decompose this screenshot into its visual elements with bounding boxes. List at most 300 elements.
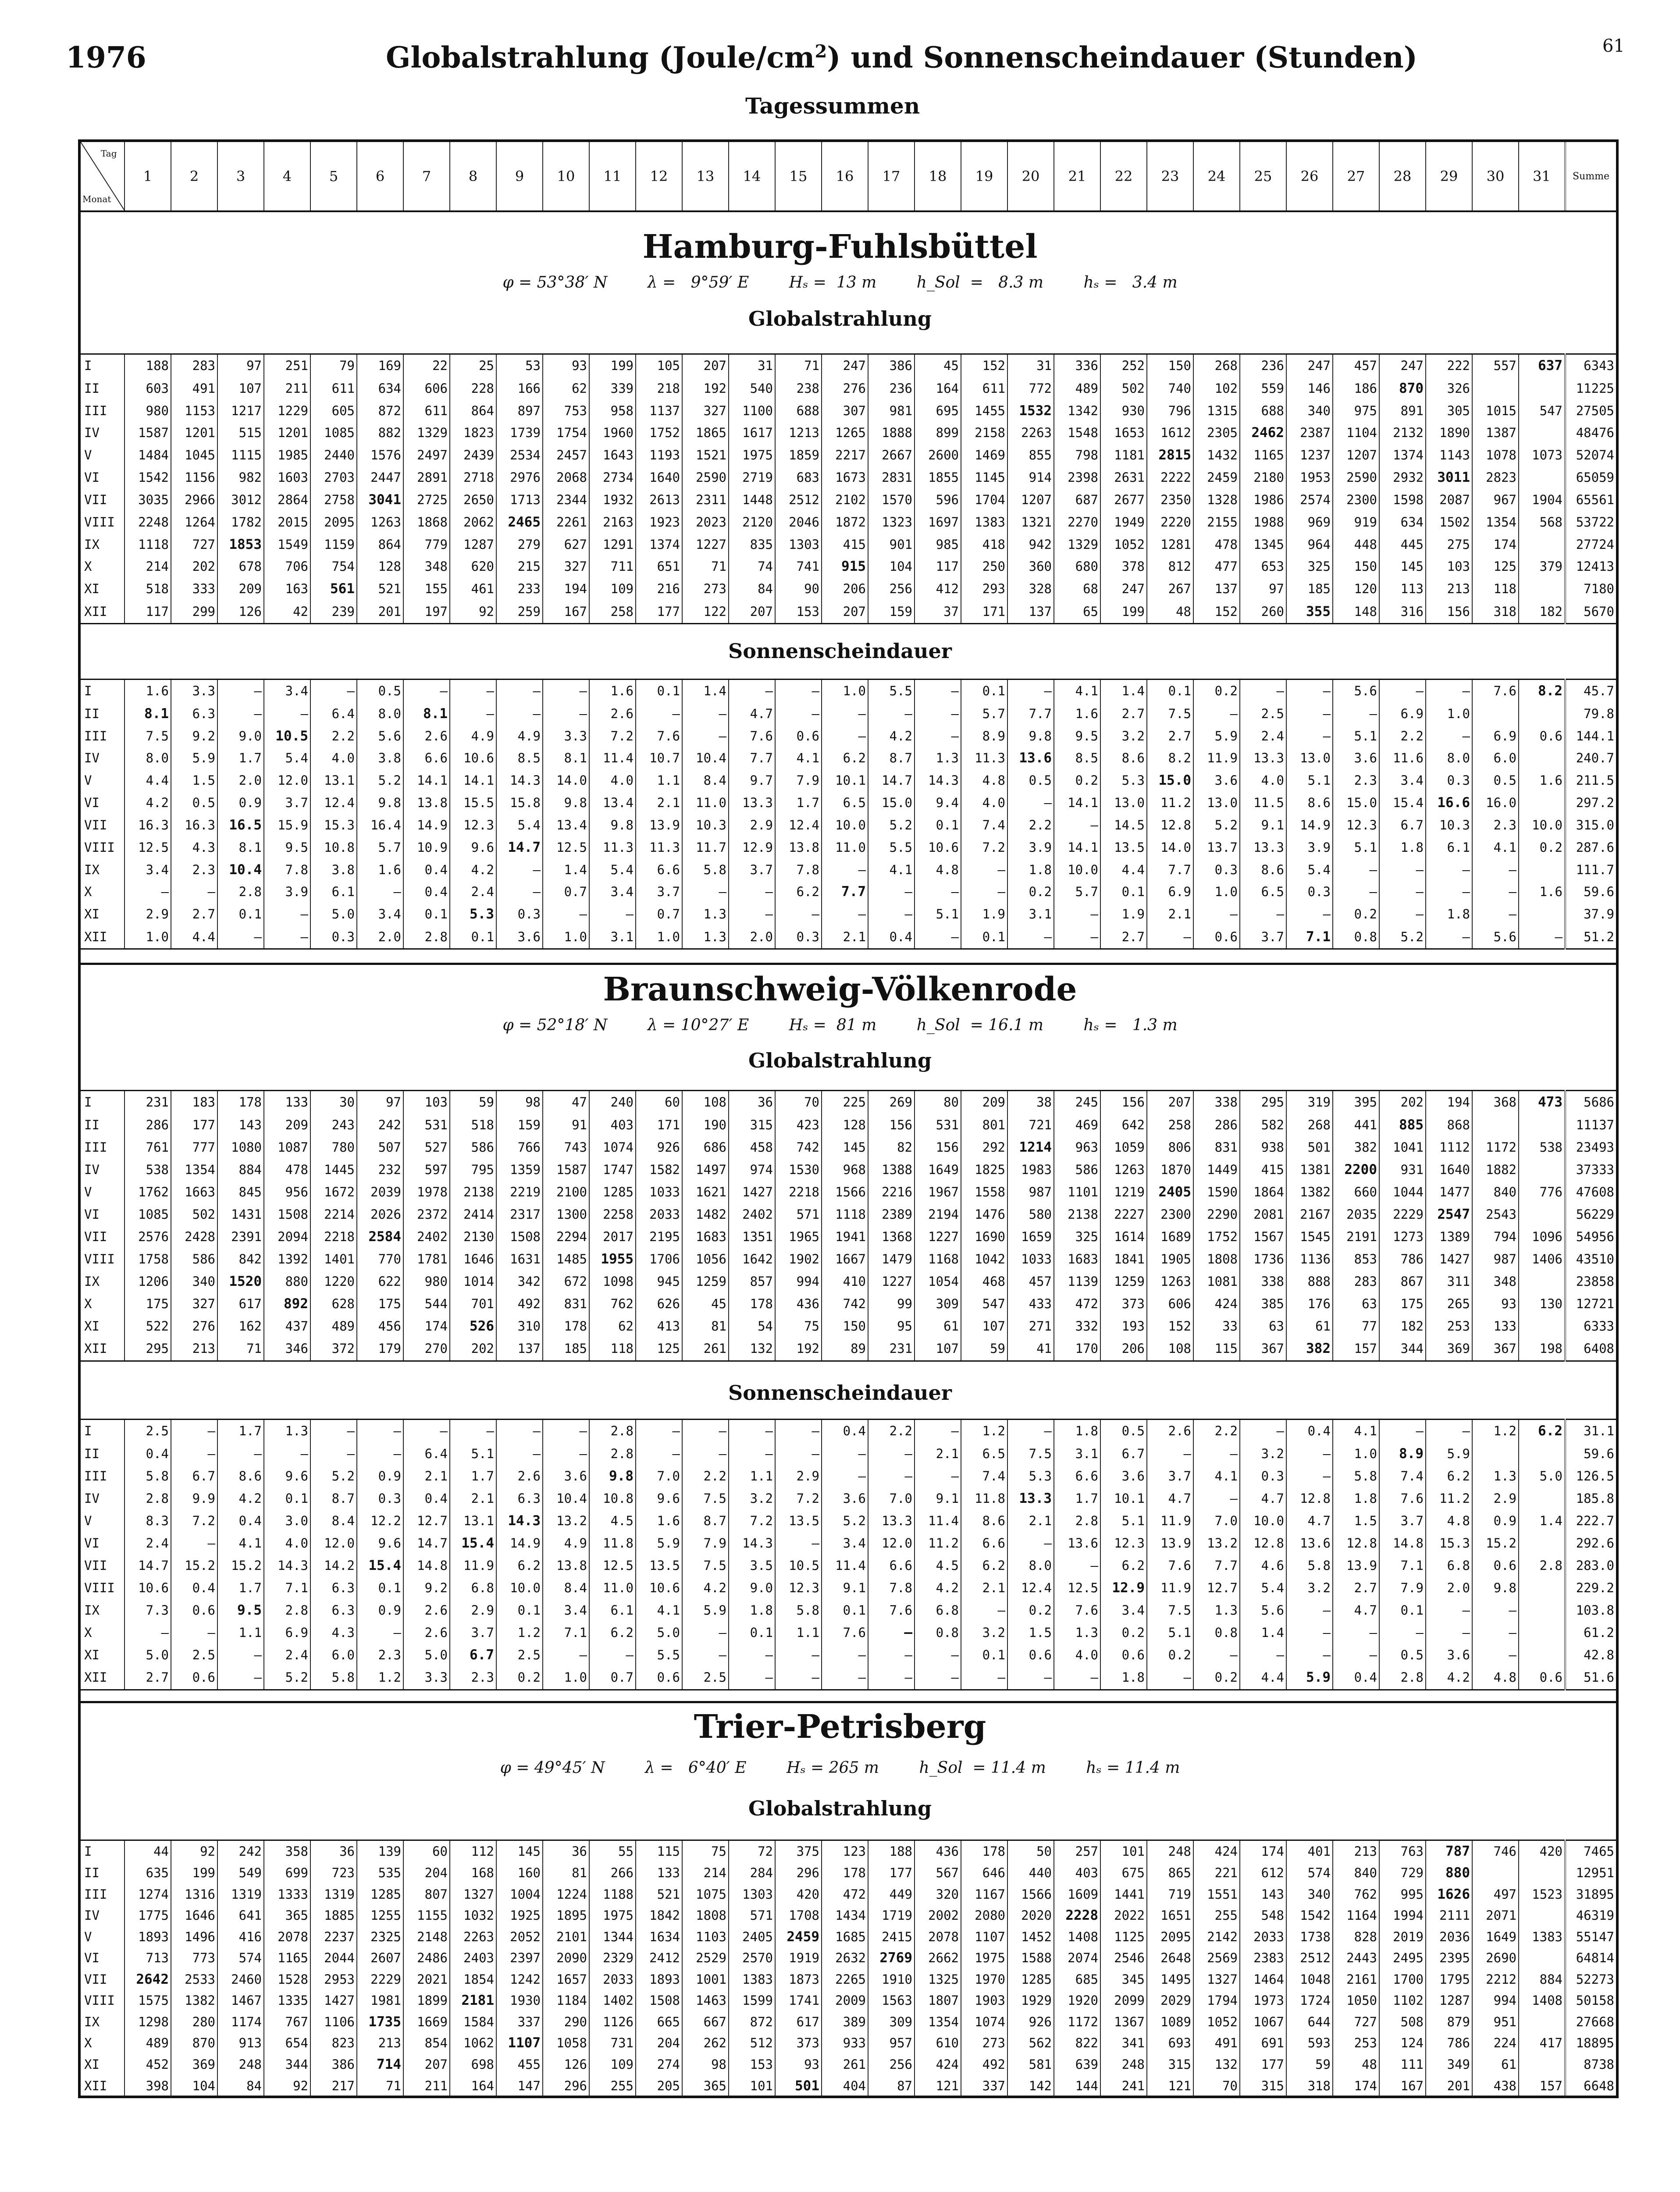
day-value: 68 — [1054, 578, 1100, 600]
station-coords: φ = 52°18′ N λ = 10°27′ E Hₛ = 81 m h_Sol = 16.1 m hₛ = 1.3 m — [502, 1016, 1178, 1034]
day-value: 6.8 — [450, 1577, 496, 1599]
day-value: 1.8 — [1379, 836, 1426, 859]
day-value: 15.2 — [171, 1555, 217, 1577]
day-value: 2.2 — [1379, 725, 1426, 747]
section-label-sun: Sonnenscheindauer — [728, 639, 952, 663]
day-value: 531 — [915, 1114, 961, 1136]
day-value: 1448 — [729, 489, 775, 511]
day-value: 108 — [1147, 1338, 1193, 1361]
day-value: 2062 — [450, 511, 496, 534]
day-value: 2412 — [636, 1947, 682, 1969]
month-label: III — [84, 1468, 107, 1484]
day-value: 1807 — [915, 1990, 961, 2011]
day-value: 1621 — [682, 1181, 729, 1203]
day-value: 1264 — [171, 511, 217, 534]
day-value: 167 — [543, 600, 589, 623]
day-value: 795 — [450, 1159, 496, 1181]
day-value: 65 — [1054, 600, 1100, 623]
day-value: 157 — [1519, 2075, 1565, 2098]
day-value: 2607 — [357, 1947, 403, 1969]
day-value: 2033 — [636, 1203, 682, 1226]
day-value: 13.9 — [1333, 1555, 1379, 1577]
day-value: 13.4 — [543, 814, 589, 836]
day-value: 279 — [496, 534, 543, 556]
day-value: 1327 — [450, 1884, 496, 1905]
day-value: 468 — [961, 1270, 1007, 1293]
day-value: 1165 — [264, 1947, 310, 1969]
day-value: 4.2 — [868, 725, 915, 747]
day-header: 2 — [171, 142, 217, 210]
day-value: 7.5 — [1147, 1599, 1193, 1622]
day-value: 2734 — [589, 466, 636, 489]
day-value: 4.2 — [217, 1487, 264, 1510]
day-value: 11.4 — [822, 1555, 868, 1577]
day-value: 1532 — [1007, 400, 1054, 422]
month-label: XII — [81, 1666, 125, 1690]
day-value: 3.7 — [729, 859, 775, 881]
day-value: 1752 — [636, 422, 682, 444]
day-value: 80 — [915, 1091, 961, 1114]
day-value — [1519, 1114, 1565, 1136]
day-value: 4.9 — [496, 725, 543, 747]
day-header: 6 — [357, 142, 403, 210]
sum-cell: 103.8 — [1565, 1599, 1616, 1622]
day-value: 1965 — [775, 1226, 822, 1248]
day-value: 13.7 — [1193, 836, 1240, 859]
month-label: IX — [84, 537, 100, 552]
day-value: 1052 — [1193, 2011, 1240, 2033]
day-value: 137 — [496, 1338, 543, 1361]
day-value: 1.8 — [729, 1599, 775, 1622]
day-value: 727 — [171, 534, 217, 556]
day-value: 199 — [589, 354, 636, 377]
day-value: 489 — [125, 2032, 171, 2054]
day-value: 70 — [775, 1091, 822, 1114]
day-value: 107 — [915, 1338, 961, 1361]
day-value: – — [868, 903, 915, 925]
day-value: 0.2 — [1100, 1622, 1147, 1644]
day-value: – — [729, 881, 775, 903]
day-value: 3.2 — [961, 1622, 1007, 1644]
day-value: – — [310, 1420, 357, 1443]
day-value: 3.4 — [264, 680, 310, 703]
day-value: 213 — [1426, 578, 1472, 600]
day-value: 7.9 — [682, 1532, 729, 1555]
sum-cell: 6333 — [1565, 1315, 1616, 1338]
day-value: 1452 — [1007, 1926, 1054, 1948]
day-value: 311 — [1426, 1270, 1472, 1293]
day-value: 4.1 — [217, 1532, 264, 1555]
day-value: – — [1147, 1666, 1193, 1690]
day-value: 870 — [171, 2032, 217, 2054]
day-value: 1054 — [915, 1270, 961, 1293]
day-value: 109 — [589, 578, 636, 600]
day-value: 175 — [1379, 1293, 1426, 1315]
day-value: 61 — [1472, 2054, 1519, 2075]
day-value: 478 — [1193, 534, 1240, 556]
day-value: 2891 — [403, 466, 450, 489]
day-value: 1872 — [822, 511, 868, 534]
day-value: – — [496, 881, 543, 903]
month-label: IV — [84, 751, 100, 766]
day-value: 309 — [915, 1293, 961, 1315]
day-value: 4.7 — [1333, 1599, 1379, 1622]
day-value: 8.9 — [1379, 1443, 1426, 1465]
day-value: 2035 — [1333, 1203, 1379, 1226]
day-value: 527 — [403, 1136, 450, 1159]
day-value: 2439 — [450, 444, 496, 466]
day-value: 0.1 — [1147, 680, 1193, 703]
day-value: 283 — [171, 354, 217, 377]
day-value: 14.7 — [496, 836, 543, 859]
day-value: 218 — [636, 377, 682, 400]
day-value: 1387 — [1472, 422, 1519, 444]
day-value — [1519, 1487, 1565, 1510]
day-value: 2300 — [1147, 1203, 1193, 1226]
day-value: 512 — [729, 2032, 775, 2054]
day-value: 403 — [589, 1114, 636, 1136]
day-value: 1973 — [1240, 1990, 1286, 2011]
day-value: 12.2 — [357, 1510, 403, 1532]
sum-cell: 7180 — [1565, 578, 1616, 600]
day-value: 2229 — [357, 1969, 403, 1990]
day-value: 8.7 — [682, 1510, 729, 1532]
day-value: 16.6 — [1426, 792, 1472, 814]
day-value: 2161 — [1333, 1969, 1379, 1990]
day-value: 202 — [171, 555, 217, 578]
day-value: 1.9 — [961, 903, 1007, 925]
day-value: 6.2 — [775, 881, 822, 903]
day-value: 9.6 — [636, 1487, 682, 1510]
day-value: 2.1 — [403, 1465, 450, 1487]
day-value: 3011 — [1426, 466, 1472, 489]
day-value: 1050 — [1333, 1990, 1379, 2011]
day-value: 75 — [775, 1315, 822, 1338]
day-value: 651 — [636, 555, 682, 578]
day-value: 175 — [125, 1293, 171, 1315]
day-value: 891 — [1379, 400, 1426, 422]
day-value: 2512 — [775, 489, 822, 511]
day-value: 497 — [1472, 1884, 1519, 1905]
day-value: 1145 — [961, 466, 1007, 489]
day-value — [1519, 747, 1565, 769]
sum-cell: 43510 — [1565, 1248, 1616, 1270]
day-value: 1667 — [822, 1248, 868, 1270]
day-value: – — [1333, 1644, 1379, 1666]
day-value: 3.3 — [171, 680, 217, 703]
day-value: 8.1 — [217, 836, 264, 859]
sum-cell: 5670 — [1565, 600, 1616, 623]
day-value: 0.3 — [1426, 769, 1472, 792]
day-value: 201 — [357, 600, 403, 623]
day-value: 2662 — [915, 1947, 961, 1969]
day-value: 521 — [636, 1884, 682, 1905]
day-value: 1.1 — [636, 769, 682, 792]
day-value: 884 — [1519, 1969, 1565, 1990]
day-value: 1300 — [543, 1203, 589, 1226]
day-value: 412 — [915, 578, 961, 600]
day-value: 14.0 — [1147, 836, 1193, 859]
day-value: 561 — [310, 578, 357, 600]
month-label: VII — [84, 1558, 107, 1573]
day-value: 518 — [450, 1114, 496, 1136]
day-value: 2022 — [1100, 1905, 1147, 1926]
day-value: 1.6 — [589, 680, 636, 703]
day-value: 198 — [1519, 1338, 1565, 1361]
day-value: 10.3 — [1426, 814, 1472, 836]
day-value: 197 — [403, 600, 450, 623]
section-label-sun: Sonnenscheindauer — [728, 1381, 952, 1405]
day-value: 373 — [775, 2032, 822, 2054]
day-value: 241 — [1100, 2075, 1147, 2098]
day-value: 1985 — [264, 444, 310, 466]
day-value: – — [1426, 881, 1472, 903]
day-value: 15.0 — [868, 792, 915, 814]
day-value: 2447 — [357, 466, 403, 489]
day-value: 415 — [822, 534, 868, 556]
day-value: 2576 — [125, 1226, 171, 1248]
day-value: 1431 — [217, 1203, 264, 1226]
day-value: 1868 — [403, 511, 450, 534]
day-value — [1519, 1644, 1565, 1666]
day-value — [1519, 1315, 1565, 1338]
sum-cell: 12951 — [1565, 1862, 1616, 1884]
day-value: 186 — [1333, 377, 1379, 400]
day-value: 22 — [403, 354, 450, 377]
day-value: 2071 — [1472, 1905, 1519, 1926]
day-value: 472 — [822, 1884, 868, 1905]
day-value: 1482 — [682, 1203, 729, 1226]
day-value: 107 — [961, 1315, 1007, 1338]
day-header: 22 — [1100, 142, 1147, 210]
day-value: 547 — [1519, 400, 1565, 422]
day-value — [1519, 534, 1565, 556]
day-value: 885 — [1379, 1114, 1426, 1136]
day-value: 2305 — [1193, 422, 1240, 444]
day-value: 10.0 — [1519, 814, 1565, 836]
month-label: XII — [81, 600, 125, 623]
day-value: – — [1054, 814, 1100, 836]
day-value: 1758 — [125, 1248, 171, 1270]
day-value: 2402 — [403, 1226, 450, 1248]
day-value: 1329 — [1054, 534, 1100, 556]
day-value: 2317 — [496, 1203, 543, 1226]
day-value: 2.4 — [125, 1532, 171, 1555]
day-value — [1519, 703, 1565, 725]
day-value: – — [729, 1666, 775, 1690]
day-value: – — [496, 680, 543, 703]
day-value: 62 — [543, 377, 589, 400]
day-value: 3.0 — [264, 1510, 310, 1532]
day-value: 1.4 — [682, 680, 729, 703]
day-value: 204 — [403, 1862, 450, 1884]
day-value: 8.1 — [125, 703, 171, 725]
month-label: X — [84, 1296, 92, 1311]
day-value: 417 — [1519, 2032, 1565, 2054]
corner-cell — [81, 142, 125, 210]
day-value: 6.2 — [961, 1555, 1007, 1577]
day-value: 754 — [310, 555, 357, 578]
day-value: 325 — [1054, 1226, 1100, 1248]
day-value: 150 — [1147, 354, 1193, 377]
day-value: 2261 — [543, 511, 589, 534]
day-value: 13.0 — [1100, 792, 1147, 814]
day-value: 1932 — [589, 489, 636, 511]
day-value: 1402 — [589, 1990, 636, 2011]
day-value: 9.6 — [357, 1532, 403, 1555]
day-value: – — [357, 881, 403, 903]
day-value: 1164 — [1333, 1905, 1379, 1926]
day-value: 174 — [1240, 1840, 1286, 1863]
day-value: 9.5 — [264, 836, 310, 859]
day-value: 224 — [1472, 2032, 1519, 2054]
day-value: 247 — [1100, 578, 1147, 600]
day-value: 0.3 — [310, 925, 357, 949]
day-value: 2.1 — [636, 792, 682, 814]
day-value: 1041 — [1379, 1136, 1426, 1159]
day-value: 152 — [1193, 600, 1240, 623]
day-value: – — [125, 1622, 171, 1644]
day-value: 98 — [682, 2054, 729, 2075]
table-row — [81, 1990, 1616, 2011]
day-value: 4.8 — [1472, 1666, 1519, 1690]
day-value: 1285 — [1007, 1969, 1054, 1990]
day-value: 2078 — [915, 1926, 961, 1948]
day-value: 105 — [636, 354, 682, 377]
day-value: 2966 — [171, 489, 217, 511]
table-row — [81, 1293, 1616, 1315]
day-value: 92 — [171, 1840, 217, 1863]
day-value: 2.9 — [775, 1465, 822, 1487]
day-value: 379 — [1519, 555, 1565, 578]
day-value: 7.9 — [1379, 1577, 1426, 1599]
day-value: 103 — [1426, 555, 1472, 578]
sum-cell: 65059 — [1565, 466, 1616, 489]
day-value: 3.3 — [543, 725, 589, 747]
day-value: 14.1 — [403, 769, 450, 792]
day-value: 1704 — [961, 489, 1007, 511]
day-value: 305 — [1426, 400, 1472, 422]
day-value: 518 — [125, 578, 171, 600]
month-label: X — [84, 559, 92, 574]
day-value: 1089 — [1147, 2011, 1193, 2033]
day-value: 1.0 — [822, 680, 868, 703]
day-value: 612 — [1240, 1862, 1286, 1884]
day-value: 255 — [589, 2075, 636, 2098]
day-value: 5.8 — [125, 1465, 171, 1487]
day-value: 10.9 — [403, 836, 450, 859]
day-value: 1530 — [775, 1159, 822, 1181]
day-value: 3.9 — [1286, 836, 1333, 859]
day-value: 12.5 — [589, 1555, 636, 1577]
day-value: 945 — [636, 1270, 682, 1293]
day-value: 11.8 — [589, 1532, 636, 1555]
day-value: 188 — [868, 1840, 915, 1863]
day-value: 11.5 — [1240, 792, 1286, 814]
day-value: 13.0 — [1286, 747, 1333, 769]
day-value: 1213 — [775, 422, 822, 444]
day-value: 5.0 — [403, 1644, 450, 1666]
table-row — [81, 600, 1616, 623]
day-value: 368 — [1472, 1091, 1519, 1114]
day-value: 3.9 — [1007, 836, 1054, 859]
day-value: 4.8 — [1426, 1510, 1472, 1532]
day-value: 2529 — [682, 1947, 729, 1969]
day-header: 28 — [1379, 142, 1426, 210]
day-value: – — [1426, 1599, 1472, 1622]
day-value: 617 — [217, 1293, 264, 1315]
day-value: 0.5 — [1100, 1420, 1147, 1443]
day-value: 93 — [775, 2054, 822, 2075]
day-value: 1949 — [1100, 511, 1147, 534]
day-value: 8.0 — [357, 703, 403, 725]
day-value: 206 — [1100, 1338, 1147, 1361]
day-value: 2.1 — [822, 925, 868, 949]
day-value: 7.6 — [822, 1622, 868, 1644]
month-label: VIII — [84, 1251, 115, 1267]
day-value: 2.4 — [264, 1644, 310, 1666]
day-header: 21 — [1054, 142, 1100, 210]
day-value: 348 — [403, 555, 450, 578]
day-value: 1808 — [682, 1905, 729, 1926]
day-value: 12.9 — [1100, 1577, 1147, 1599]
day-value: 275 — [1426, 534, 1472, 556]
day-value: 926 — [636, 1136, 682, 1159]
day-value: 617 — [775, 2011, 822, 2033]
day-value: – — [1426, 1622, 1472, 1644]
day-value: 1.2 — [496, 1622, 543, 1644]
day-value: 8.3 — [125, 1510, 171, 1532]
day-value: 586 — [1054, 1159, 1100, 1181]
day-value: 1563 — [868, 1990, 915, 2011]
day-value: 1739 — [496, 422, 543, 444]
day-value: 2405 — [1147, 1181, 1193, 1203]
day-value: 1646 — [450, 1248, 496, 1270]
day-value: 1634 — [636, 1926, 682, 1948]
day-value: 1747 — [589, 1159, 636, 1181]
page-title — [386, 40, 1417, 75]
day-value: – — [1054, 925, 1100, 949]
day-value: 582 — [1240, 1114, 1286, 1136]
day-value: 3.7 — [1147, 1465, 1193, 1487]
day-value: 7.4 — [961, 1465, 1007, 1487]
day-value: 7.5 — [1147, 703, 1193, 725]
day-value: 3.1 — [1007, 903, 1054, 925]
day-value: 2.9 — [729, 814, 775, 836]
day-value: 1864 — [1240, 1181, 1286, 1203]
day-value: 14.0 — [543, 769, 589, 792]
day-value: 2220 — [1147, 511, 1193, 534]
day-value: – — [682, 1420, 729, 1443]
day-value: 270 — [403, 1338, 450, 1361]
day-value: 1.2 — [357, 1666, 403, 1690]
sum-header: Summe — [1565, 142, 1616, 210]
day-value: 5.2 — [868, 814, 915, 836]
day-value: 245 — [1054, 1091, 1100, 1114]
day-value: 1227 — [915, 1226, 961, 1248]
day-value: 7.7 — [1193, 1555, 1240, 1577]
day-header: 4 — [264, 142, 310, 210]
day-value: – — [775, 1420, 822, 1443]
day-value: 2372 — [403, 1203, 450, 1226]
day-value: 8.4 — [543, 1577, 589, 1599]
day-value: 646 — [961, 1862, 1007, 1884]
day-value: 2.2 — [868, 1420, 915, 1443]
day-value: 4.0 — [1240, 769, 1286, 792]
day-header: 3 — [217, 142, 264, 210]
day-value: 5.8 — [682, 859, 729, 881]
day-value: 2029 — [1147, 1990, 1193, 2011]
